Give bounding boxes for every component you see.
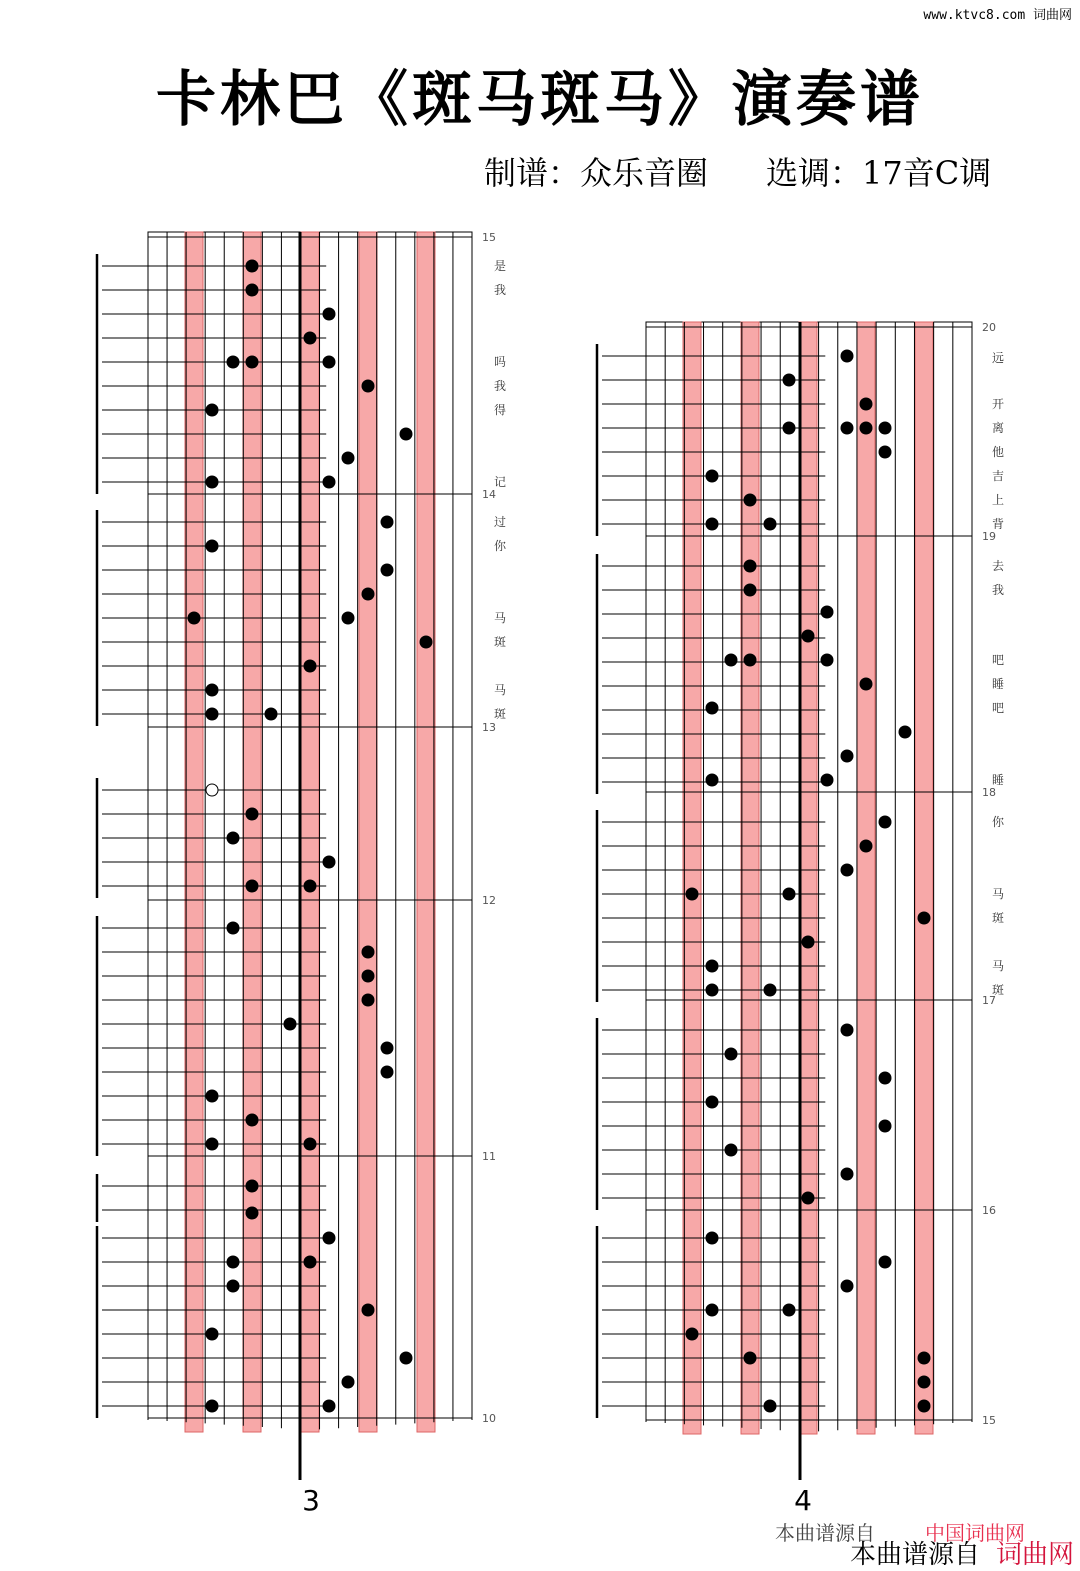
- lyric-char: 吧: [991, 653, 1005, 667]
- highlight-tine: [417, 232, 435, 1432]
- highlight-tine: [243, 232, 261, 1432]
- note-dot: [879, 422, 892, 435]
- lyric-char: 马: [493, 683, 507, 697]
- lyric-char: 记: [493, 475, 507, 489]
- note-dot: [918, 1400, 931, 1413]
- note-dot: [783, 374, 796, 387]
- lyric-char: 开: [991, 397, 1005, 411]
- note-dot: [725, 1144, 738, 1157]
- note-dot: [206, 1138, 219, 1151]
- note-dot: [802, 1192, 815, 1205]
- note-dot: [918, 912, 931, 925]
- note-dot: [362, 588, 375, 601]
- note-dot: [918, 1376, 931, 1389]
- footer-faint-prefix: 本曲谱源自: [775, 1521, 875, 1545]
- note-dot: [725, 654, 738, 667]
- note-dot: [246, 1207, 259, 1220]
- note-dot: [879, 816, 892, 829]
- note-dot: [764, 518, 777, 531]
- highlight-tine: [359, 232, 377, 1432]
- note-dot: [860, 678, 873, 691]
- measure-number: 10: [482, 1412, 496, 1425]
- note-dot: [879, 1072, 892, 1085]
- note-dot: [206, 1090, 219, 1103]
- footer-prefix: 本曲谱源自: [850, 1540, 981, 1570]
- note-dot: [227, 1280, 240, 1293]
- lyric-char: 他: [991, 445, 1005, 459]
- lyric-char: 马: [493, 611, 507, 625]
- lyric-char: 离: [991, 421, 1005, 435]
- highlight-tine: [857, 322, 875, 1434]
- lyric-char: 吉: [991, 469, 1005, 483]
- note-dot: [304, 1256, 317, 1269]
- note-dot: [879, 1120, 892, 1133]
- note-dot: [304, 332, 317, 345]
- note-dot: [802, 936, 815, 949]
- note-dot: [381, 1066, 394, 1079]
- note-dot: [227, 832, 240, 845]
- note-dot: [860, 398, 873, 411]
- note-dot: [860, 840, 873, 853]
- note-dot: [381, 516, 394, 529]
- note-dot: [706, 774, 719, 787]
- note-dot: [227, 356, 240, 369]
- note-dot: [706, 1096, 719, 1109]
- note-dot: [323, 476, 336, 489]
- note-dot: [381, 564, 394, 577]
- lyric-char: 去: [991, 559, 1005, 573]
- note-dot: [706, 960, 719, 973]
- note-dot: [246, 1114, 259, 1127]
- note-dot: [323, 856, 336, 869]
- note-dot: [227, 922, 240, 935]
- measure-number: 20: [982, 321, 996, 334]
- note-dot: [706, 1304, 719, 1317]
- lyric-char: 吗: [493, 355, 507, 369]
- note-dot: [362, 1304, 375, 1317]
- page-number: 4: [794, 1484, 812, 1517]
- note-dot: [725, 1048, 738, 1061]
- measure-number: 11: [482, 1150, 496, 1163]
- note-dot: [227, 1256, 240, 1269]
- note-dot: [821, 774, 834, 787]
- note-dot: [206, 1328, 219, 1341]
- note-dot: [744, 584, 757, 597]
- note-dot: [879, 1256, 892, 1269]
- note-dot: [879, 446, 892, 459]
- note-dot: [362, 380, 375, 393]
- lyric-char: 是: [493, 259, 507, 273]
- highlight-tine: [185, 232, 203, 1432]
- note-dot: [342, 1376, 355, 1389]
- note-dot: [706, 518, 719, 531]
- note-dot: [265, 708, 278, 721]
- lyric-char: 远: [991, 351, 1005, 365]
- note-dot: [246, 880, 259, 893]
- note-dot: [783, 1304, 796, 1317]
- note-dot: [400, 428, 413, 441]
- note-dot: [841, 422, 854, 435]
- lyric-char: 上: [991, 493, 1005, 507]
- lyric-char: 背: [991, 517, 1005, 531]
- note-dot: [686, 888, 699, 901]
- note-dot: [744, 1352, 757, 1365]
- lyric-char: 斑: [991, 983, 1005, 997]
- note-dot: [323, 1232, 336, 1245]
- note-dot: [918, 1352, 931, 1365]
- note-dot: [821, 654, 834, 667]
- measure-number: 15: [482, 231, 496, 244]
- open-note: [206, 784, 218, 796]
- note-dot: [841, 750, 854, 763]
- note-dot: [744, 494, 757, 507]
- note-dot: [841, 864, 854, 877]
- note-dot: [802, 630, 815, 643]
- footer-source: [850, 1534, 1074, 1571]
- lyric-char: 过: [493, 515, 507, 529]
- note-dot: [323, 1400, 336, 1413]
- note-dot: [323, 308, 336, 321]
- lyric-char: 吧: [991, 701, 1005, 715]
- note-dot: [841, 1024, 854, 1037]
- note-dot: [342, 452, 355, 465]
- note-dot: [342, 612, 355, 625]
- note-dot: [246, 284, 259, 297]
- note-dot: [744, 654, 757, 667]
- note-dot: [304, 880, 317, 893]
- note-dot: [206, 476, 219, 489]
- note-dot: [246, 808, 259, 821]
- note-dot: [841, 350, 854, 363]
- footer-faint-brand: 中国词曲网: [925, 1521, 1025, 1545]
- note-dot: [400, 1352, 413, 1365]
- note-dot: [706, 984, 719, 997]
- lyric-char: 睡: [991, 677, 1005, 691]
- lyric-char: 你: [991, 815, 1005, 829]
- highlight-tine: [915, 322, 933, 1434]
- highlight-tine: [741, 322, 759, 1434]
- lyric-char: 斑: [991, 911, 1005, 925]
- highlight-tine: [799, 322, 817, 1434]
- note-dot: [420, 636, 433, 649]
- arranger-credit: 制谱：众乐音圈: [484, 154, 709, 192]
- page-title: 卡林巴《斑马斑马》演奏谱: [156, 65, 924, 135]
- lyric-char: 马: [991, 887, 1005, 901]
- highlight-tine: [301, 232, 319, 1432]
- note-dot: [323, 356, 336, 369]
- note-dot: [246, 1180, 259, 1193]
- lyric-char: 你: [493, 539, 507, 553]
- note-dot: [899, 726, 912, 739]
- note-dot: [860, 422, 873, 435]
- lyric-char: 我: [991, 583, 1005, 597]
- site-watermark: www.ktvc8.com 词曲网: [923, 8, 1072, 23]
- note-dot: [764, 984, 777, 997]
- key-credit: 选调：17音C调: [766, 154, 992, 192]
- lyric-char: 睡: [991, 773, 1005, 787]
- note-dot: [783, 888, 796, 901]
- note-dot: [764, 1400, 777, 1413]
- note-dot: [206, 684, 219, 697]
- note-dot: [841, 1280, 854, 1293]
- note-dot: [206, 404, 219, 417]
- highlight-tine: [683, 322, 701, 1434]
- note-dot: [362, 970, 375, 983]
- note-dot: [706, 702, 719, 715]
- note-dot: [706, 470, 719, 483]
- measure-number: 12: [482, 894, 496, 907]
- measure-number: 13: [482, 721, 496, 734]
- measure-number: 18: [982, 786, 996, 799]
- footer-brand: 词曲网: [996, 1540, 1075, 1570]
- measure-number: 17: [982, 994, 996, 1007]
- lyric-char: 我: [493, 283, 507, 297]
- note-dot: [381, 1042, 394, 1055]
- note-dot: [206, 540, 219, 553]
- note-dot: [841, 1168, 854, 1181]
- note-dot: [362, 946, 375, 959]
- note-dot: [686, 1328, 699, 1341]
- note-dot: [188, 612, 201, 625]
- lyric-char: 斑: [493, 707, 507, 721]
- measure-number: 19: [982, 530, 996, 543]
- note-dot: [744, 560, 757, 573]
- lyric-char: 斑: [493, 635, 507, 649]
- note-dot: [821, 606, 834, 619]
- note-dot: [284, 1018, 297, 1031]
- note-dot: [783, 422, 796, 435]
- lyric-char: 马: [991, 959, 1005, 973]
- page-number: 3: [302, 1484, 320, 1517]
- note-dot: [362, 994, 375, 1007]
- note-dot: [304, 660, 317, 673]
- lyric-char: 我: [493, 379, 507, 393]
- note-dot: [206, 1400, 219, 1413]
- note-dot: [246, 356, 259, 369]
- note-dot: [246, 260, 259, 273]
- note-dot: [304, 1138, 317, 1151]
- measure-number: 16: [982, 1204, 996, 1217]
- lyric-char: 得: [493, 403, 507, 417]
- note-dot: [706, 1232, 719, 1245]
- measure-number: 15: [982, 1414, 996, 1427]
- measure-number: 14: [482, 488, 496, 501]
- note-dot: [206, 708, 219, 721]
